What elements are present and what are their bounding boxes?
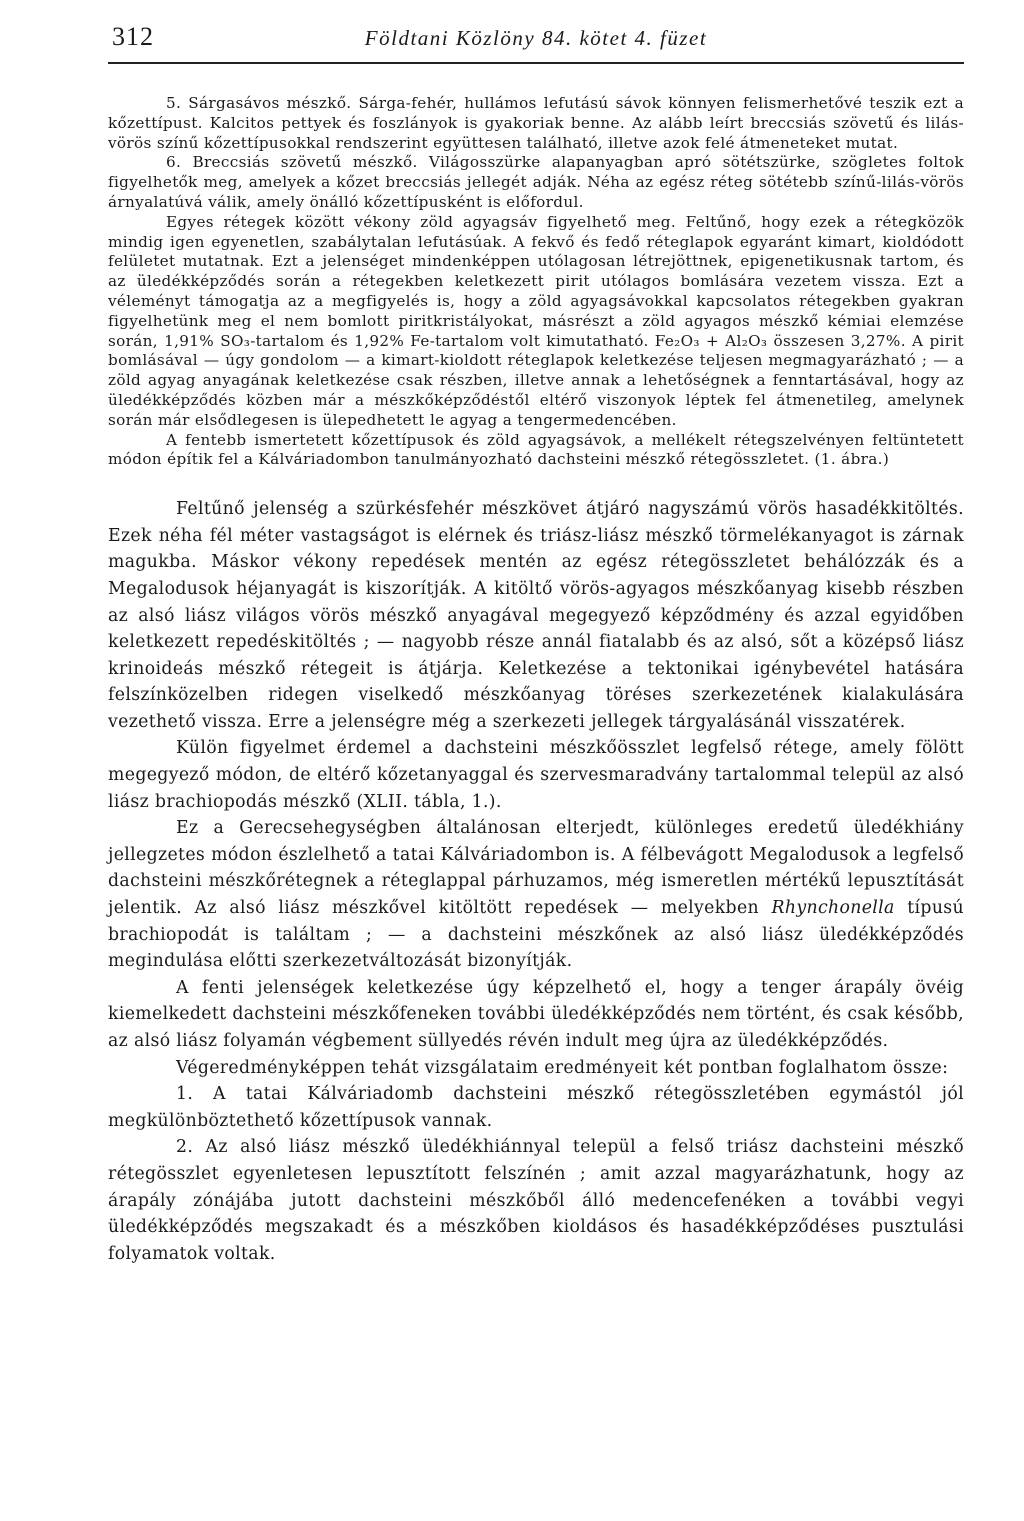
rock-type-6-paragraph: 6. Breccsiás szövetű mészkő. Világosszürke alapanyagban apró sötétszürke, szögletes foltok figyelhetők meg, amelyek a kőzet breccsiás jellegét adják. Néha az egész réteg sötétebb színű-lilás-vörös árnyalatúvá válik, amely önálló kőzettípusként is előfordul. [108, 153, 964, 211]
sedimentary-gap-text-continued: típusú brachiopodát is találtam ; — a dachsteini mészkőnek az alsó liász üledékképződés megindulása előtti szerkezetváltozását bizonyítják. [108, 898, 964, 972]
running-title: Földtani Közlöny 84. kötet 4. füzet [364, 26, 708, 50]
page-body [108, 94, 964, 1267]
fissure-filling-paragraph: Feltűnő jelenség a szürkésfehér mészkövet átjáró nagyszámú vörös hasadékkitöltés. Ezek néha fél méter vastagságot is elérnek és triász-liász mészkő törmelékanyagot is zárnak magukba. Máskor vékony repedések mentén az egész rétegösszletet behálózzák és a Megalodusok héjanyagát is kiszorítják. A kitöltő vörös-agyagos mészkőanyag kisebb részben az alsó liász világos vörös mészkő anyagával megegyező képződmény és azzal egyidőben keletkezett repedéskitöltés ; — nagyobb része annál fiatalabb és az alsó, sőt a középső liász krinoideás mészkő rétegeit is átjárja. Keletkezése a tektonikai igénybevétel hatására felszínközelben ridegen viselkedő mészkőanyag töréses szerkezetének kialakulására vezethető vissza. Erre a jelenségre még a szerkezeti jellegek tárgyalásánál visszatérek. [108, 499, 964, 732]
sedimentary-gap-text: Ez a Gerecsehegységben általánosan elterjedt, különleges eredetű üledékhiány jellegzetes módon észlelhető a tatai Kálváriadombon is. A félbevágott Megalodusok a legfelső dachsteini mészkőrétegnek a réteglappal párhuzamos, még ismeretlen mértékű lepusztítását jelentik. Az alsó liász mészkővel kitöltött repedések — melyekben [108, 818, 964, 919]
rock-type-5-paragraph: 5. Sárgasávos mészkő. Sárga-fehér, hullámos lefutású sávok könnyen felismerhetővé teszik ezt a kőzettípust. Kalcitos pettyek és foszlányok is gyakoriak benne. Az alább leírt breccsiás szövetű és lilás-vörös színű kőzettípusokkal rendszerint együttesen található, illetve azok felé átmeneteket mutat. [108, 94, 964, 152]
conclusion-intro-paragraph: Végeredményképpen tehát vizsgálataim eredményeit két pontban foglalhatom össze: [176, 1057, 949, 1078]
page-number: 312 [112, 22, 154, 51]
clay-band-paragraph: Egyes rétegek között vékony zöld agyagsáv figyelhető meg. Feltűnő, hogy ezek a rétegközök mindig igen egyenetlen, szabálytalan lefutásúak. A fekvő és fedő réteglapok egyaránt kimart, kioldódott felületet mutatnak. Ezt a jelenséget mindenképpen utólagosan létrejöttnek, epigenetikusnak tartom, és az üledékképződés során a rétegekben keletkezett pirit utólagos bomlására vezetem vissza. Ezt a véleményt támogatja az a megfigyelés is, hogy a zöld agyagsávokkal kapcsolatos rétegekben gyakran figyelhetünk meg el nem bomlott piritkristályokat, másrészt a zöld agyagos mészkő kémiai elemzése során, 1,91% SO₃-tartalom és 1,92% Fe-tartalom volt kimutatható. Fe₂O₃ + Al₂O₃ összesen 3,27%. A pirit bomlásával — úgy gondolom — a kimart-kioldott réteglapok keletkezése teljesen megmagyarázható ; — a zöld agyag anyagának keletkezése csak részben, illetve annak a lehetőségnek a fenntartásával, hogy az üledékképződés közben már a mészkőképződéstől eltérő viszonyok léptek fel átmenetileg, amelynek során már elsődlegesen is ülepedhetett le agyag a tengermedencében. [108, 212, 964, 429]
page-header [108, 18, 964, 64]
conclusion-item-2: 2. Az alsó liász mészkő üledékhiánnyal települ a felső triász dachsteini mészkő rétegösszlet egyenletesen lepusztított felszínén ; amit azzal magyarázhatunk, hogy az árapály zónájába jutott dachsteini mészkőből álló medencefenéken a további vegyi üledékképződés megszakadt és a mészkőben kioldásos és hasadékképződéses pusztulási folyamatok voltak. [108, 1137, 964, 1264]
document-page [108, 18, 964, 1267]
small-print-section [108, 94, 964, 470]
tidal-zone-paragraph: A fenti jelenségek keletkezése úgy képzelhető el, hogy a tenger árapály övéig kiemelkedett dachsteini mészkőfeneken további üledékképződés nem történt, és csak később, az alsó liász folyamán végbement süllyedés révén indult meg újra az üledékképződés. [108, 977, 964, 1052]
sedimentary-gap-paragraph [108, 815, 964, 975]
conclusion-item-1: 1. A tatai Kálváriadomb dachsteini mészkő rétegösszletében egymástól jól megkülönböztethető kőzettípusok vannak. [108, 1084, 964, 1131]
uppermost-bed-paragraph: Külön figyelmet érdemel a dachsteini mészkőösszlet legfelső rétege, amely fölött megegyező módon, de eltérő kőzetanyaggal és szervesmaradvány tartalommal települ az alsó liász brachiopodás mészkő (XLII. tábla, 1.). [108, 738, 964, 812]
section-summary-paragraph: A fentebb ismertetett kőzettípusok és zöld agyagsávok, a mellékelt rétegszelvényen feltüntetett módon építik fel a Kálváriadombon tanulmányozható dachsteini mészkő rétegösszletet. (1. ábra.) [108, 430, 964, 469]
genus-name: Rhynchonella [771, 898, 895, 919]
main-text-section [108, 496, 964, 1267]
